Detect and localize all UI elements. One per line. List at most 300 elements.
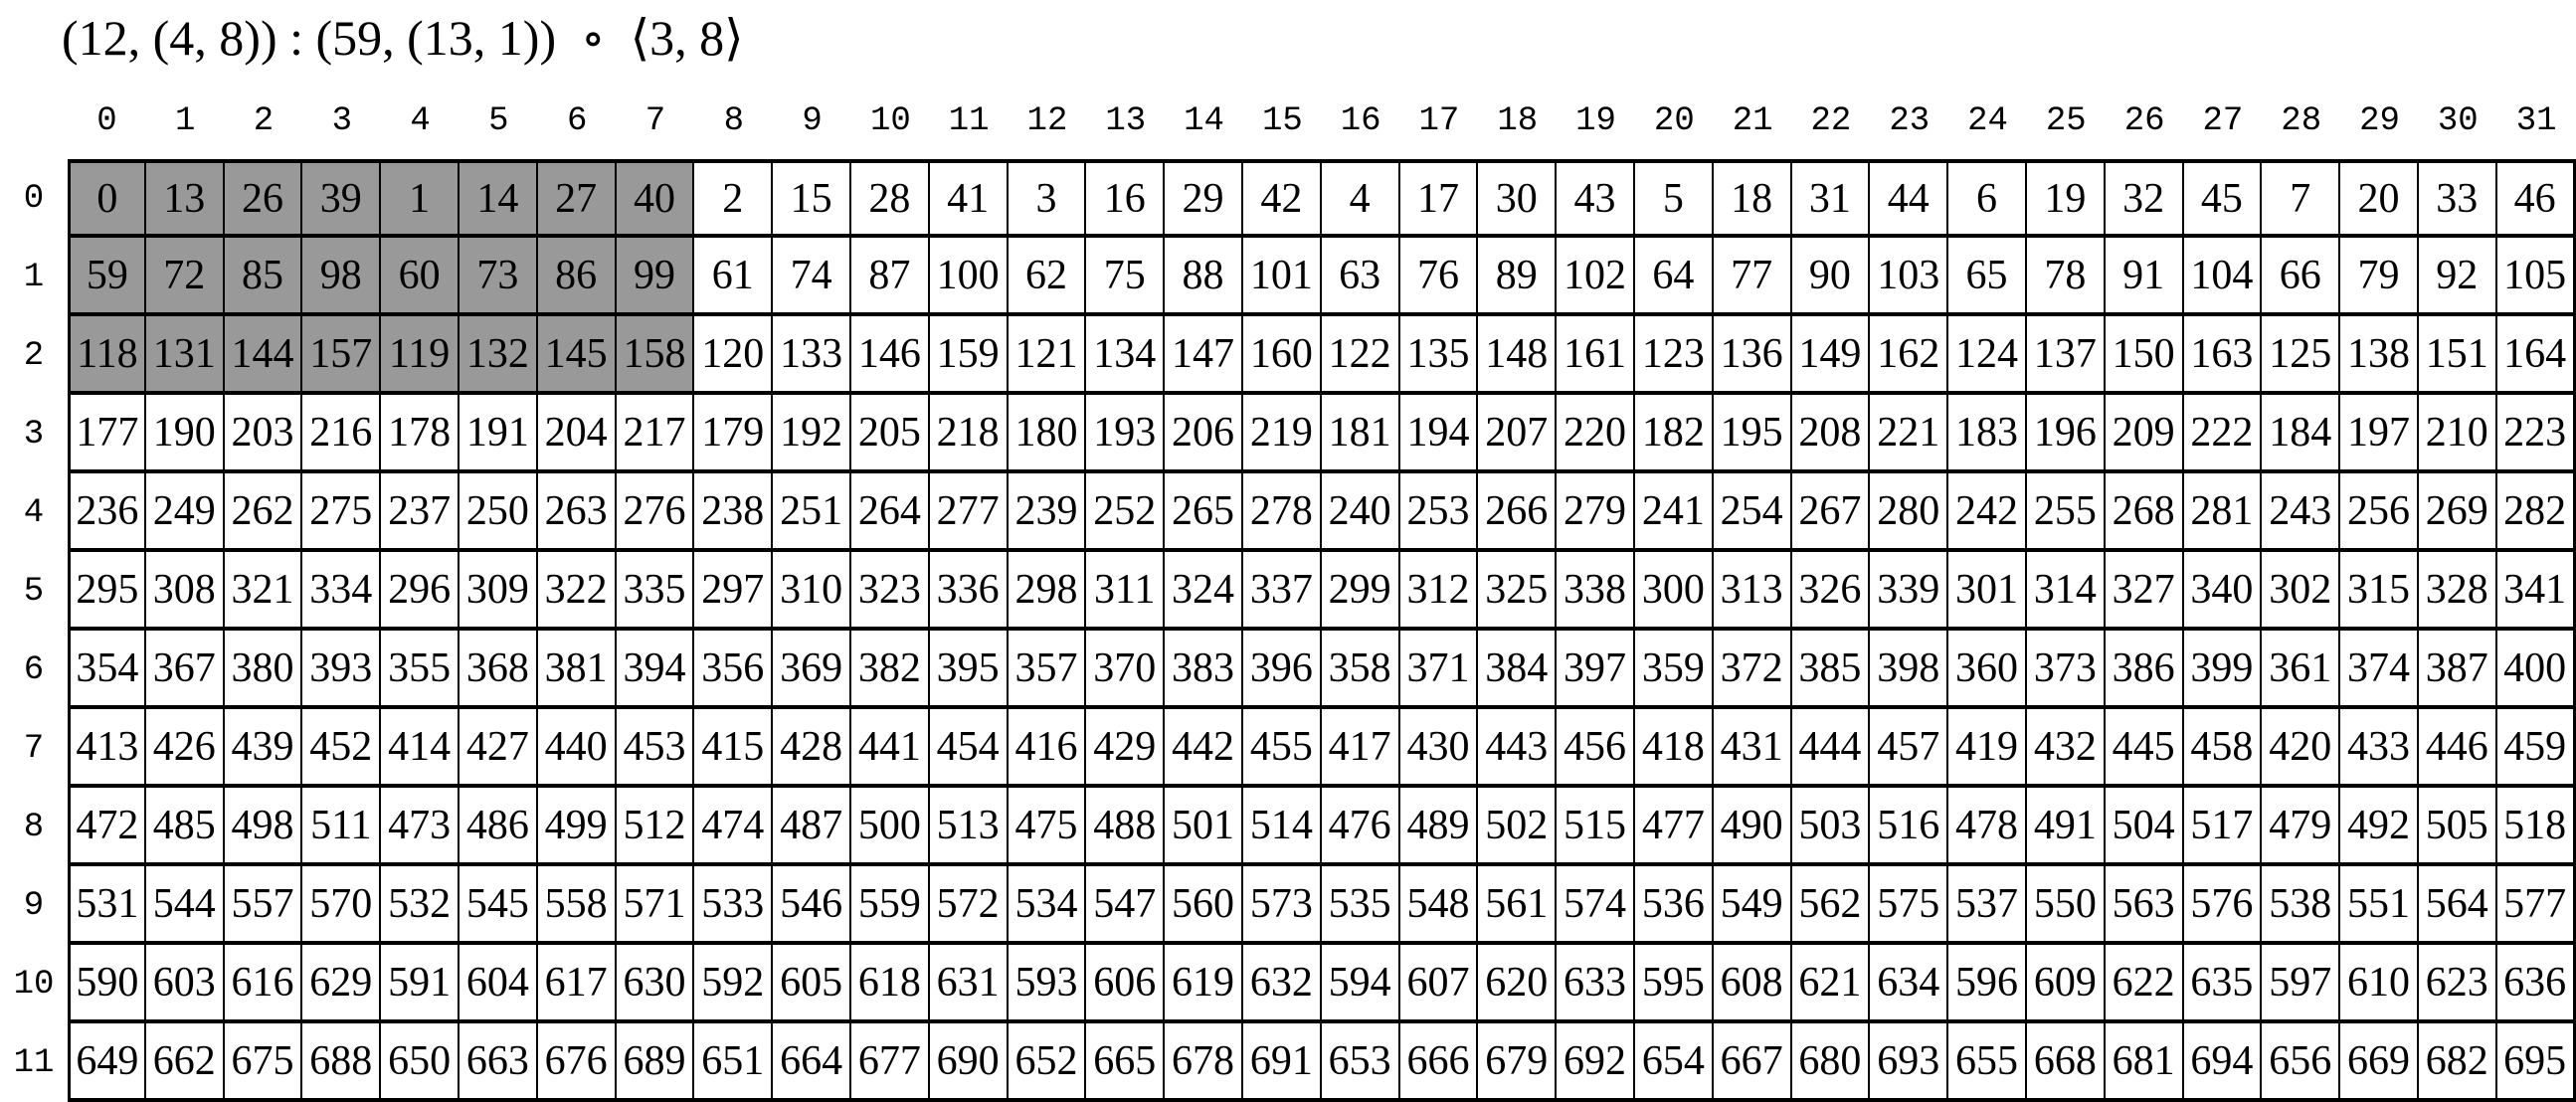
table-cell: 514 bbox=[1243, 788, 1322, 866]
table-cell: 105 bbox=[2497, 238, 2576, 316]
table-cell: 137 bbox=[2027, 316, 2106, 395]
table-cell: 99 bbox=[617, 238, 695, 316]
table-cell: 677 bbox=[851, 1023, 930, 1102]
table-cell: 194 bbox=[1400, 395, 1479, 473]
table-cell: 630 bbox=[617, 945, 695, 1023]
table-cell: 432 bbox=[2027, 709, 2106, 788]
column-header: 24 bbox=[1948, 97, 2027, 159]
table-cell: 360 bbox=[1948, 631, 2027, 709]
table-cell: 605 bbox=[773, 945, 851, 1023]
table-cell: 0 bbox=[68, 159, 146, 238]
table-cell: 45 bbox=[2184, 159, 2263, 238]
table-cell: 42 bbox=[1243, 159, 1322, 238]
table-cell: 428 bbox=[773, 709, 851, 788]
table-cell: 76 bbox=[1400, 238, 1479, 316]
table-cell: 572 bbox=[930, 866, 1009, 945]
table-cell: 46 bbox=[2497, 159, 2576, 238]
column-header: 27 bbox=[2184, 97, 2263, 159]
table-cell: 334 bbox=[302, 552, 381, 631]
table-cell: 17 bbox=[1400, 159, 1479, 238]
table-cell: 549 bbox=[1714, 866, 1792, 945]
table-cell: 650 bbox=[381, 1023, 460, 1102]
table-cell: 328 bbox=[2419, 552, 2497, 631]
table-cell: 654 bbox=[1635, 1023, 1714, 1102]
table-cell: 144 bbox=[225, 316, 303, 395]
table-cell: 146 bbox=[851, 316, 930, 395]
column-header: 10 bbox=[851, 97, 930, 159]
column-header: 5 bbox=[460, 97, 538, 159]
table-cell: 297 bbox=[694, 552, 773, 631]
column-header: 21 bbox=[1714, 97, 1792, 159]
table-cell: 7 bbox=[2262, 159, 2340, 238]
table-cell: 312 bbox=[1400, 552, 1479, 631]
table-cell: 603 bbox=[146, 945, 225, 1023]
table-cell: 64 bbox=[1635, 238, 1714, 316]
table-cell: 150 bbox=[2106, 316, 2184, 395]
column-header: 31 bbox=[2497, 97, 2576, 159]
table-cell: 223 bbox=[2497, 395, 2576, 473]
column-header: 9 bbox=[773, 97, 851, 159]
table-cell: 370 bbox=[1086, 631, 1165, 709]
table-cell: 692 bbox=[1557, 1023, 1635, 1102]
table-cell: 393 bbox=[302, 631, 381, 709]
table-cell: 594 bbox=[1322, 945, 1400, 1023]
table-cell: 618 bbox=[851, 945, 930, 1023]
table-cell: 439 bbox=[225, 709, 303, 788]
table-cell: 649 bbox=[68, 1023, 146, 1102]
table-cell: 29 bbox=[1165, 159, 1243, 238]
table-cell: 18 bbox=[1714, 159, 1792, 238]
table-cell: 477 bbox=[1635, 788, 1714, 866]
table-cell: 104 bbox=[2184, 238, 2263, 316]
column-header: 2 bbox=[225, 97, 303, 159]
matrix-grid bbox=[0, 97, 2576, 1102]
table-cell: 315 bbox=[2340, 552, 2419, 631]
table-cell: 651 bbox=[694, 1023, 773, 1102]
table-cell: 387 bbox=[2419, 631, 2497, 709]
table-cell: 372 bbox=[1714, 631, 1792, 709]
table-cell: 237 bbox=[381, 473, 460, 552]
table-cell: 3 bbox=[1009, 159, 1087, 238]
table-cell: 676 bbox=[538, 1023, 617, 1102]
table-cell: 250 bbox=[460, 473, 538, 552]
table-cell: 203 bbox=[225, 395, 303, 473]
table-cell: 278 bbox=[1243, 473, 1322, 552]
table-cell: 241 bbox=[1635, 473, 1714, 552]
column-header: 8 bbox=[694, 97, 773, 159]
column-header: 22 bbox=[1792, 97, 1871, 159]
table-cell: 416 bbox=[1009, 709, 1087, 788]
table-cell: 338 bbox=[1557, 552, 1635, 631]
table-cell: 60 bbox=[381, 238, 460, 316]
table-cell: 160 bbox=[1243, 316, 1322, 395]
table-cell: 251 bbox=[773, 473, 851, 552]
table-cell: 426 bbox=[146, 709, 225, 788]
table-cell: 545 bbox=[460, 866, 538, 945]
table-cell: 15 bbox=[773, 159, 851, 238]
table-cell: 544 bbox=[146, 866, 225, 945]
table-cell: 282 bbox=[2497, 473, 2576, 552]
table-cell: 101 bbox=[1243, 238, 1322, 316]
table-cell: 341 bbox=[2497, 552, 2576, 631]
row-header: 6 bbox=[0, 631, 68, 709]
table-cell: 629 bbox=[302, 945, 381, 1023]
table-cell: 380 bbox=[225, 631, 303, 709]
table-cell: 500 bbox=[851, 788, 930, 866]
row-header: 8 bbox=[0, 788, 68, 866]
table-cell: 597 bbox=[2262, 945, 2340, 1023]
table-cell: 679 bbox=[1478, 1023, 1557, 1102]
table-cell: 570 bbox=[302, 866, 381, 945]
column-header: 30 bbox=[2419, 97, 2497, 159]
table-cell: 681 bbox=[2106, 1023, 2184, 1102]
table-cell: 192 bbox=[773, 395, 851, 473]
table-cell: 13 bbox=[146, 159, 225, 238]
table-cell: 218 bbox=[930, 395, 1009, 473]
table-cell: 236 bbox=[68, 473, 146, 552]
table-cell: 442 bbox=[1165, 709, 1243, 788]
table-cell: 446 bbox=[2419, 709, 2497, 788]
column-header: 14 bbox=[1165, 97, 1243, 159]
column-header: 18 bbox=[1478, 97, 1557, 159]
table-cell: 125 bbox=[2262, 316, 2340, 395]
table-cell: 253 bbox=[1400, 473, 1479, 552]
table-cell: 277 bbox=[930, 473, 1009, 552]
table-cell: 413 bbox=[68, 709, 146, 788]
table-cell: 454 bbox=[930, 709, 1009, 788]
table-cell: 205 bbox=[851, 395, 930, 473]
table-cell: 91 bbox=[2106, 238, 2184, 316]
table-cell: 455 bbox=[1243, 709, 1322, 788]
table-cell: 148 bbox=[1478, 316, 1557, 395]
table-cell: 444 bbox=[1792, 709, 1871, 788]
table-cell: 548 bbox=[1400, 866, 1479, 945]
column-header: 16 bbox=[1322, 97, 1400, 159]
table-cell: 394 bbox=[617, 631, 695, 709]
table-cell: 134 bbox=[1086, 316, 1165, 395]
table-cell: 73 bbox=[460, 238, 538, 316]
table-cell: 325 bbox=[1478, 552, 1557, 631]
table-cell: 359 bbox=[1635, 631, 1714, 709]
table-cell: 479 bbox=[2262, 788, 2340, 866]
table-cell: 535 bbox=[1322, 866, 1400, 945]
table-cell: 517 bbox=[2184, 788, 2263, 866]
table-cell: 121 bbox=[1009, 316, 1087, 395]
table-cell: 516 bbox=[1870, 788, 1948, 866]
table-cell: 207 bbox=[1478, 395, 1557, 473]
table-cell: 610 bbox=[2340, 945, 2419, 1023]
table-cell: 264 bbox=[851, 473, 930, 552]
table-cell: 395 bbox=[930, 631, 1009, 709]
table-cell: 456 bbox=[1557, 709, 1635, 788]
table-cell: 667 bbox=[1714, 1023, 1792, 1102]
table-cell: 163 bbox=[2184, 316, 2263, 395]
table-cell: 311 bbox=[1086, 552, 1165, 631]
table-cell: 476 bbox=[1322, 788, 1400, 866]
table-cell: 252 bbox=[1086, 473, 1165, 552]
table-cell: 2 bbox=[694, 159, 773, 238]
table-cell: 512 bbox=[617, 788, 695, 866]
table-cell: 635 bbox=[2184, 945, 2263, 1023]
table-cell: 652 bbox=[1009, 1023, 1087, 1102]
table-cell: 557 bbox=[225, 866, 303, 945]
table-cell: 32 bbox=[2106, 159, 2184, 238]
table-cell: 433 bbox=[2340, 709, 2419, 788]
table-cell: 622 bbox=[2106, 945, 2184, 1023]
table-cell: 536 bbox=[1635, 866, 1714, 945]
table-cell: 633 bbox=[1557, 945, 1635, 1023]
table-cell: 179 bbox=[694, 395, 773, 473]
row-header: 2 bbox=[0, 316, 68, 395]
table-cell: 65 bbox=[1948, 238, 2027, 316]
table-cell: 177 bbox=[68, 395, 146, 473]
expression-title: (12, (4, 8)) : (59, (13, 1)) ∘ ⟨3, 8⟩ bbox=[62, 10, 744, 66]
table-cell: 551 bbox=[2340, 866, 2419, 945]
table-cell: 89 bbox=[1478, 238, 1557, 316]
table-cell: 28 bbox=[851, 159, 930, 238]
table-cell: 103 bbox=[1870, 238, 1948, 316]
table-cell: 399 bbox=[2184, 631, 2263, 709]
table-cell: 453 bbox=[617, 709, 695, 788]
table-cell: 575 bbox=[1870, 866, 1948, 945]
row-header: 0 bbox=[0, 159, 68, 238]
table-cell: 88 bbox=[1165, 238, 1243, 316]
table-cell: 653 bbox=[1322, 1023, 1400, 1102]
table-cell: 132 bbox=[460, 316, 538, 395]
table-cell: 609 bbox=[2027, 945, 2106, 1023]
table-cell: 279 bbox=[1557, 473, 1635, 552]
table-cell: 531 bbox=[68, 866, 146, 945]
table-cell: 445 bbox=[2106, 709, 2184, 788]
table-cell: 621 bbox=[1792, 945, 1871, 1023]
table-cell: 576 bbox=[2184, 866, 2263, 945]
table-cell: 419 bbox=[1948, 709, 2027, 788]
table-cell: 275 bbox=[302, 473, 381, 552]
table-cell: 43 bbox=[1557, 159, 1635, 238]
table-cell: 220 bbox=[1557, 395, 1635, 473]
table-cell: 254 bbox=[1714, 473, 1792, 552]
column-header: 4 bbox=[381, 97, 460, 159]
table-cell: 452 bbox=[302, 709, 381, 788]
table-cell: 418 bbox=[1635, 709, 1714, 788]
table-cell: 196 bbox=[2027, 395, 2106, 473]
table-cell: 662 bbox=[146, 1023, 225, 1102]
table-cell: 665 bbox=[1086, 1023, 1165, 1102]
table-cell: 694 bbox=[2184, 1023, 2263, 1102]
table-cell: 475 bbox=[1009, 788, 1087, 866]
table-cell: 532 bbox=[381, 866, 460, 945]
table-cell: 337 bbox=[1243, 552, 1322, 631]
table-cell: 356 bbox=[694, 631, 773, 709]
table-cell: 296 bbox=[381, 552, 460, 631]
table-cell: 4 bbox=[1322, 159, 1400, 238]
table-cell: 180 bbox=[1009, 395, 1087, 473]
table-cell: 623 bbox=[2419, 945, 2497, 1023]
table-cell: 178 bbox=[381, 395, 460, 473]
table-cell: 280 bbox=[1870, 473, 1948, 552]
table-cell: 193 bbox=[1086, 395, 1165, 473]
table-cell: 75 bbox=[1086, 238, 1165, 316]
table-cell: 240 bbox=[1322, 473, 1400, 552]
table-cell: 573 bbox=[1243, 866, 1322, 945]
table-cell: 266 bbox=[1478, 473, 1557, 552]
table-cell: 217 bbox=[617, 395, 695, 473]
table-cell: 243 bbox=[2262, 473, 2340, 552]
table-cell: 503 bbox=[1792, 788, 1871, 866]
table-cell: 596 bbox=[1948, 945, 2027, 1023]
table-cell: 90 bbox=[1792, 238, 1871, 316]
column-header: 6 bbox=[538, 97, 617, 159]
table-cell: 546 bbox=[773, 866, 851, 945]
table-cell: 382 bbox=[851, 631, 930, 709]
table-cell: 371 bbox=[1400, 631, 1479, 709]
table-cell: 40 bbox=[617, 159, 695, 238]
table-cell: 326 bbox=[1792, 552, 1871, 631]
table-cell: 159 bbox=[930, 316, 1009, 395]
table-cell: 688 bbox=[302, 1023, 381, 1102]
table-cell: 133 bbox=[773, 316, 851, 395]
table-cell: 415 bbox=[694, 709, 773, 788]
table-cell: 474 bbox=[694, 788, 773, 866]
table-cell: 182 bbox=[1635, 395, 1714, 473]
column-header: 17 bbox=[1400, 97, 1479, 159]
column-header: 19 bbox=[1557, 97, 1635, 159]
table-cell: 63 bbox=[1322, 238, 1400, 316]
table-cell: 491 bbox=[2027, 788, 2106, 866]
table-cell: 577 bbox=[2497, 866, 2576, 945]
table-cell: 118 bbox=[68, 316, 146, 395]
table-cell: 59 bbox=[68, 238, 146, 316]
table-cell: 440 bbox=[538, 709, 617, 788]
table-cell: 664 bbox=[773, 1023, 851, 1102]
table-cell: 354 bbox=[68, 631, 146, 709]
table-cell: 400 bbox=[2497, 631, 2576, 709]
table-cell: 430 bbox=[1400, 709, 1479, 788]
table-cell: 300 bbox=[1635, 552, 1714, 631]
table-cell: 209 bbox=[2106, 395, 2184, 473]
table-cell: 308 bbox=[146, 552, 225, 631]
table-cell: 281 bbox=[2184, 473, 2263, 552]
table-cell: 485 bbox=[146, 788, 225, 866]
table-cell: 98 bbox=[302, 238, 381, 316]
column-header: 0 bbox=[68, 97, 146, 159]
table-cell: 164 bbox=[2497, 316, 2576, 395]
table-cell: 498 bbox=[225, 788, 303, 866]
table-cell: 327 bbox=[2106, 552, 2184, 631]
table-cell: 636 bbox=[2497, 945, 2576, 1023]
column-header: 12 bbox=[1009, 97, 1087, 159]
table-cell: 655 bbox=[1948, 1023, 2027, 1102]
table-cell: 441 bbox=[851, 709, 930, 788]
table-cell: 197 bbox=[2340, 395, 2419, 473]
table-cell: 216 bbox=[302, 395, 381, 473]
table-cell: 538 bbox=[2262, 866, 2340, 945]
table-cell: 26 bbox=[225, 159, 303, 238]
table-cell: 678 bbox=[1165, 1023, 1243, 1102]
column-header: 29 bbox=[2340, 97, 2419, 159]
table-cell: 663 bbox=[460, 1023, 538, 1102]
column-header: 15 bbox=[1243, 97, 1322, 159]
table-cell: 550 bbox=[2027, 866, 2106, 945]
table-cell: 690 bbox=[930, 1023, 1009, 1102]
table-cell: 511 bbox=[302, 788, 381, 866]
table-cell: 457 bbox=[1870, 709, 1948, 788]
table-cell: 490 bbox=[1714, 788, 1792, 866]
table-cell: 302 bbox=[2262, 552, 2340, 631]
table-cell: 19 bbox=[2027, 159, 2106, 238]
column-header: 11 bbox=[930, 97, 1009, 159]
table-cell: 443 bbox=[1478, 709, 1557, 788]
table-cell: 680 bbox=[1792, 1023, 1871, 1102]
table-cell: 632 bbox=[1243, 945, 1322, 1023]
table-cell: 373 bbox=[2027, 631, 2106, 709]
table-cell: 102 bbox=[1557, 238, 1635, 316]
table-cell: 459 bbox=[2497, 709, 2576, 788]
table-cell: 593 bbox=[1009, 945, 1087, 1023]
table-cell: 547 bbox=[1086, 866, 1165, 945]
table-cell: 301 bbox=[1948, 552, 2027, 631]
table-cell: 620 bbox=[1478, 945, 1557, 1023]
table-cell: 559 bbox=[851, 866, 930, 945]
table-cell: 357 bbox=[1009, 631, 1087, 709]
table-cell: 78 bbox=[2027, 238, 2106, 316]
table-cell: 592 bbox=[694, 945, 773, 1023]
table-cell: 276 bbox=[617, 473, 695, 552]
table-cell: 515 bbox=[1557, 788, 1635, 866]
table-cell: 85 bbox=[225, 238, 303, 316]
table-cell: 505 bbox=[2419, 788, 2497, 866]
table-cell: 431 bbox=[1714, 709, 1792, 788]
row-header: 4 bbox=[0, 473, 68, 552]
table-cell: 183 bbox=[1948, 395, 2027, 473]
table-cell: 206 bbox=[1165, 395, 1243, 473]
table-cell: 562 bbox=[1792, 866, 1871, 945]
table-cell: 374 bbox=[2340, 631, 2419, 709]
row-header: 9 bbox=[0, 866, 68, 945]
column-header: 1 bbox=[146, 97, 225, 159]
table-cell: 574 bbox=[1557, 866, 1635, 945]
table-cell: 268 bbox=[2106, 473, 2184, 552]
table-cell: 563 bbox=[2106, 866, 2184, 945]
table-cell: 656 bbox=[2262, 1023, 2340, 1102]
table-cell: 79 bbox=[2340, 238, 2419, 316]
table-cell: 1 bbox=[381, 159, 460, 238]
table-cell: 675 bbox=[225, 1023, 303, 1102]
column-header: 20 bbox=[1635, 97, 1714, 159]
row-header: 7 bbox=[0, 709, 68, 788]
table-cell: 162 bbox=[1870, 316, 1948, 395]
table-cell: 313 bbox=[1714, 552, 1792, 631]
table-cell: 414 bbox=[381, 709, 460, 788]
table-cell: 131 bbox=[146, 316, 225, 395]
table-cell: 604 bbox=[460, 945, 538, 1023]
row-header: 3 bbox=[0, 395, 68, 473]
table-cell: 693 bbox=[1870, 1023, 1948, 1102]
table-cell: 222 bbox=[2184, 395, 2263, 473]
table-cell: 256 bbox=[2340, 473, 2419, 552]
table-cell: 149 bbox=[1792, 316, 1871, 395]
table-cell: 210 bbox=[2419, 395, 2497, 473]
row-header: 10 bbox=[0, 945, 68, 1023]
table-cell: 361 bbox=[2262, 631, 2340, 709]
table-cell: 120 bbox=[694, 316, 773, 395]
table-cell: 86 bbox=[538, 238, 617, 316]
table-cell: 33 bbox=[2419, 159, 2497, 238]
table-cell: 560 bbox=[1165, 866, 1243, 945]
table-cell: 92 bbox=[2419, 238, 2497, 316]
table-cell: 499 bbox=[538, 788, 617, 866]
table-cell: 204 bbox=[538, 395, 617, 473]
